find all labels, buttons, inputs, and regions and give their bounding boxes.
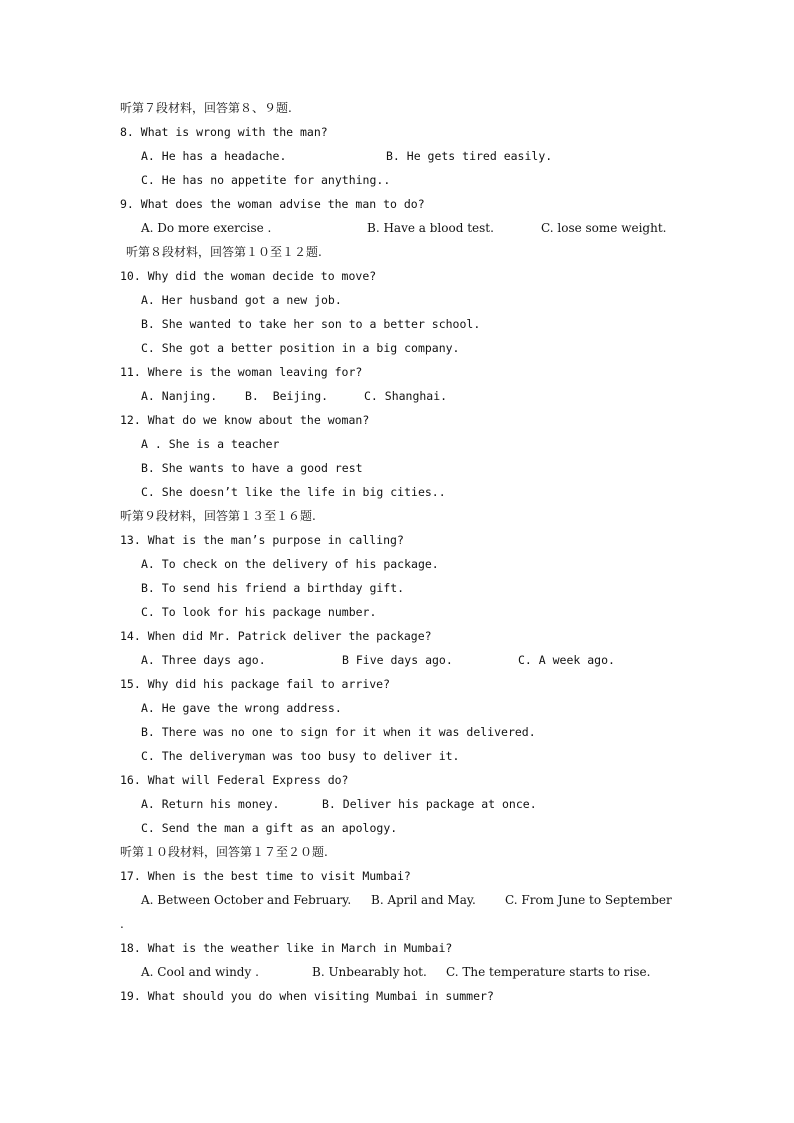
q16-option-b: B. Deliver his package at once. [322,797,537,811]
q17-option-b: B. April and May. [371,893,476,907]
q9-option-a: A. Do more exercise . [141,221,272,235]
question-15: 15. Why did his package fail to arrive? [120,677,391,691]
q13-option-b: B. To send his friend a birthday gift. [141,581,405,595]
q13-option-c: C. To look for his package number. [141,605,377,619]
q11-option-c: C. Shanghai. [364,389,448,403]
q17-option-c-tail: . [120,917,124,931]
section-heading: 听第８段材料，回答第１０至１２题. [126,245,322,259]
q17-option-c: C. From June to September [505,893,672,907]
question-19: 19. What should you do when visiting Mumbai in summer? [120,989,494,1003]
q15-option-a: A. He gave the wrong address. [141,701,342,715]
question-11: 11. Where is the woman leaving for? [120,365,363,379]
q10-option-b: B. She wanted to take her son to a better school. [141,317,481,331]
q8-option-c: C. He has no appetite for anything.. [141,173,391,187]
q11-option-a: A. Nanjing. [141,389,218,403]
q15-option-c: C. The deliveryman was too busy to deliver it. [141,749,460,763]
q12-option-b: B. She wants to have a good rest [141,461,363,475]
q8-option-a: A. He has a headache. [141,149,287,163]
question-16: 16. What will Federal Express do? [120,773,349,787]
question-18: 18. What is the weather like in March in Mumbai? [120,941,453,955]
q16-option-c: C. Send the man a gift as an apology. [141,821,398,835]
question-17: 17. When is the best time to visit Mumbai? [120,869,411,883]
q9-option-b: B. Have a blood test. [367,221,494,235]
question-12: 12. What do we know about the woman? [120,413,370,427]
section-heading: 听第９段材料，回答第１３至１６题. [120,509,316,523]
q13-option-a: A. To check on the delivery of his package. [141,557,439,571]
q10-option-a: A. Her husband got a new job. [141,293,342,307]
q9-option-c: C. lose some weight. [541,221,667,235]
section-heading: 听第７段材料，回答第８、９题. [120,101,292,115]
q12-option-c: C. She doesn’t like the life in big cities.. [141,485,446,499]
question-13: 13. What is the man’s purpose in calling? [120,533,404,547]
q15-option-b: B. There was no one to sign for it when it was delivered. [141,725,536,739]
q10-option-c: C. She got a better position in a big company. [141,341,460,355]
q12-option-a: A . She is a teacher [141,437,280,451]
question-14: 14. When did Mr. Patrick deliver the package? [120,629,432,643]
question-10: 10. Why did the woman decide to move? [120,269,377,283]
q14-option-a: A. Three days ago. [141,653,266,667]
q14-option-c: C. A week ago. [518,653,615,667]
q8-option-b: B. He gets tired easily. [386,149,553,163]
q18-option-c: C. The temperature starts to rise. [446,965,651,979]
question-8: 8. What is wrong with the man? [120,125,328,139]
q16-option-a: A. Return his money. [141,797,280,811]
q11-option-b: B. Beijing. [245,389,329,403]
q18-option-b: B. Unbearably hot. [312,965,427,979]
q17-option-a: A. Between October and February. [141,893,352,907]
q18-option-a: A. Cool and windy . [141,965,259,979]
q14-option-b: B Five days ago. [342,653,453,667]
question-9: 9. What does the woman advise the man to do? [120,197,425,211]
section-heading: 听第１０段材料，回答第１７至２０题. [120,845,328,859]
